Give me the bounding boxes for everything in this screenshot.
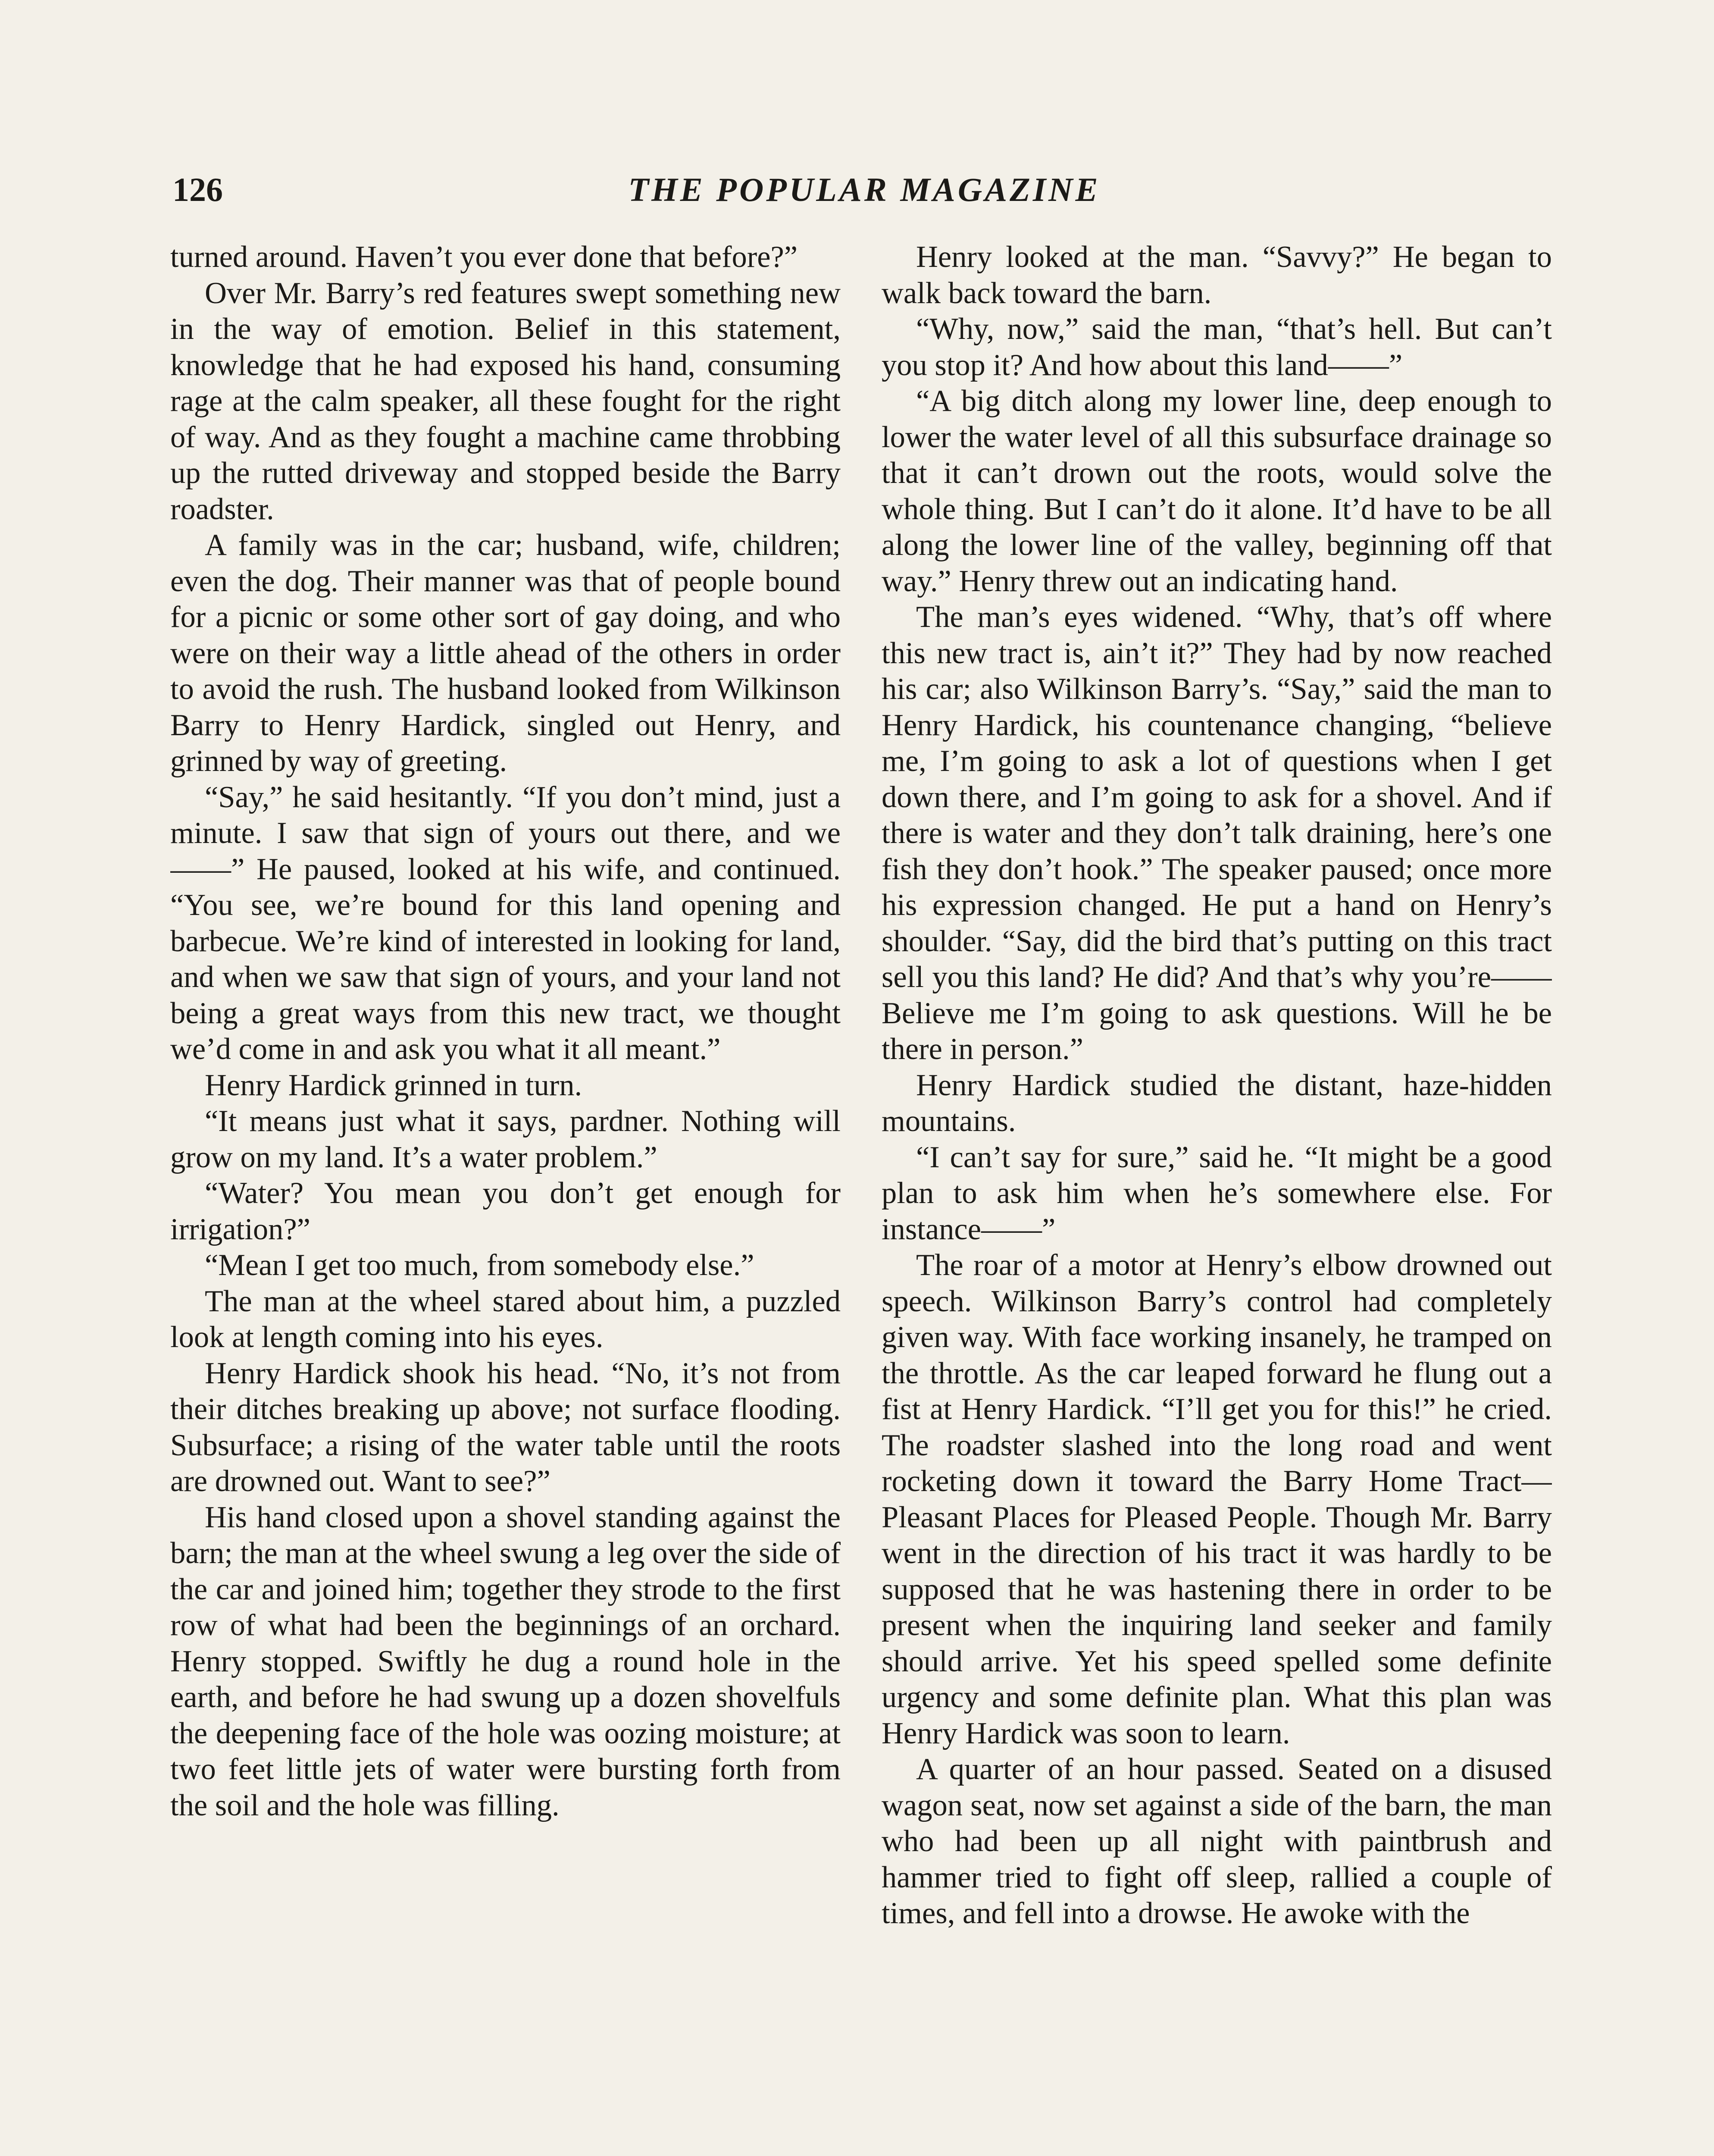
paragraph: The man’s eyes widened. “Why, that’s off where this new tract is, ain’t it?” They had by now reached his car; also Wilkinson Barry’s. “Say,” said the man to Henry Hardick, his countenance changing, “believe me, I’m going to ask a lot of questions when I get down there, and I’m going to ask for a shovel. And if there is water and they don’t talk draining, here’s one fish they don’t hook.” The speaker paused; once more his expression changed. He put a hand on Henry’s shoulder. “Say, did the bird that’s putting on this tract sell you this land? He did? And that’s why you’re—— Believe me I’m going to ask questions. Will he be there in person.”	[882, 600, 1552, 1066]
paragraph: The man at the wheel stared about him, a puzzled look at length coming into his eyes.	[170, 1284, 841, 1354]
paragraph: Henry Hardick studied the distant, haze-hidden mountains.	[882, 1068, 1552, 1138]
paragraph: “Say,” he said hesitantly. “If you don’t mind, just a minute. I saw that sign of yours out there, and we——” He paused, looked at his wife, and continued. “You see, we’re bound for this land opening and barbecue. We’re kind of interested in looking for land, and when we saw that sign of yours, and your land not being a great ways from this new tract, we thought we’d come in and ask you what it all meant.”	[170, 780, 841, 1066]
paragraph: Henry Hardick shook his head. “No, it’s not from their ditches breaking up above; not surface flooding. Subsurface; a rising of the water table until the roots are drowned out. Want to see?”	[170, 1356, 841, 1498]
page-header	[172, 166, 1556, 213]
paragraph: A family was in the car; husband, wife, children; even the dog. Their manner was that of people bound for a picnic or some other sort of gay doing, and who were on their way a little ahead of the others in order to avoid the rush. The husband looked from Wilkinson Barry to Henry Hardick, singled out Henry, and grinned by way of greeting.	[170, 528, 841, 778]
paragraph: “It means just what it says, pardner. Nothing will grow on my land. It’s a water problem.”	[170, 1104, 841, 1174]
paragraph: His hand closed upon a shovel standing against the barn; the man at the wheel swung a leg over the side of the car and joined him; together they strode to the first row of what had been the beginnings of an orchard. Henry stopped. Swiftly he dug a round hole in the earth, and before he had swung up a dozen shovelfuls the deepening face of the hole was oozing moisture; at two feet little jets of water were bursting forth from the soil and the hole was filling.	[170, 1500, 841, 1822]
paragraph: Henry Hardick grinned in turn.	[205, 1068, 582, 1102]
running-head: THE POPULAR MAGAZINE	[628, 171, 1101, 208]
paragraph: “Mean I get too much, from somebody else.”	[205, 1248, 754, 1282]
paragraph: A quarter of an hour passed. Seated on a disused wagon seat, now set against a side of the barn, the man who had been up all night with paintbrush and hammer tried to fight off sleep, rallied a couple of times, and fell into a drowse. He awoke with the	[882, 1752, 1552, 1930]
paragraph: The roar of a motor at Henry’s elbow drowned out speech. Wilkinson Barry’s control had completely given way. With face working insanely, he tramped on the throttle. As the car leaped forward he flung out a fist at Henry Hardick. “I’ll get you for this!” he cried. The roadster slashed into the long road and went rocketing down it toward the Barry Home Tract—Pleasant Places for Pleased People. Though Mr. Barry went in the direction of his tract it was hardly to be supposed that he was hastening there in order to be present when the inquiring land seeker and family should arrive. Yet his speed spelled some definite urgency and some definite plan. What this plan was Henry Hardick was soon to learn.	[882, 1248, 1552, 1750]
paragraph: “A big ditch along my lower line, deep enough to lower the water level of all this subsurface drainage so that it can’t drown out the roots, would solve the whole thing. But I can’t do it alone. It’d have to be all along the lower line of the valley, beginning off that way.” Henry threw out an indicating hand.	[882, 384, 1552, 598]
left-column	[170, 239, 841, 2156]
paragraph: “Water? You mean you don’t get enough for irrigation?”	[170, 1176, 841, 1246]
page-number: 126	[172, 171, 223, 208]
paragraph: Henry looked at the man. “Savvy?” He began to walk back toward the barn.	[882, 240, 1552, 310]
paragraph: “I can’t say for sure,” said he. “It might be a good plan to ask him when he’s somewhere else. For instance——”	[882, 1140, 1552, 1246]
paragraph: turned around. Haven’t you ever done that before?”	[170, 240, 798, 274]
right-column	[882, 239, 1552, 2156]
paragraph: Over Mr. Barry’s red features swept something new in the way of emotion. Belief in this statement, knowledge that he had exposed his hand, consuming rage at the calm speaker, all these fought for the right of way. And as they fought a machine came throbbing up the rutted driveway and stopped beside the Barry roadster.	[170, 276, 841, 526]
paragraph: “Why, now,” said the man, “that’s hell. But can’t you stop it? And how about this land——”	[882, 312, 1552, 382]
